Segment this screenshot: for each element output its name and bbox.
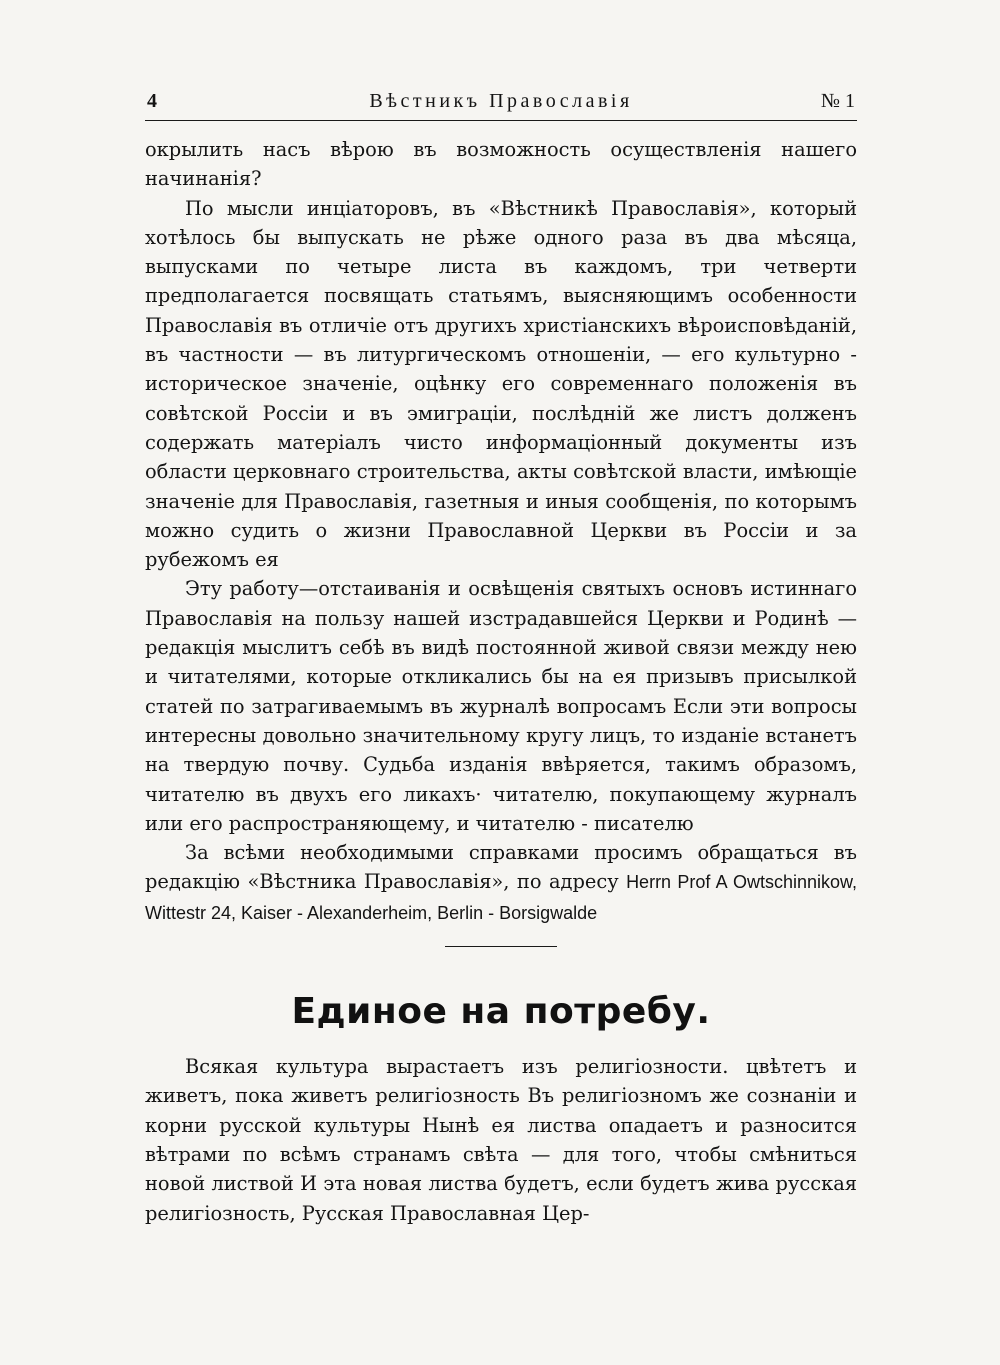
postal-address: Herrn Prof A Owtschinnikow, Wittestr 24, Kaiser - Alexanderheim, Berlin - Borsigwalde: [145, 872, 857, 923]
intro-paragraph-2: По мысли инціаторовъ, въ «Вѣстникѣ Православія», который хотѣлось бы выпускать не рѣже одного раза въ два мѣсяца, выпусками по четыре листа въ каждомъ, три четверти предполагается посвящать статьямъ, выясняющимъ особенности Православія въ отличіе отъ другихъ христіанскихъ вѣроисповѣданій, въ частности — въ литургическомъ отношеніи, — его культурно - историческое значеніе, оцѣнку его современнаго положенія въ совѣтской Россіи и въ эмиграціи, послѣдній же листъ долженъ содержать матеріалъ чисто информаціонный документы изъ области церковнаго строительства, акты совѣтской власти, имѣющіе значеніе для Православія, газетныя и иныя сообщенія, по которымъ можно судить о жизни Православной Церкви въ Россіи и за рубежомъ ея: [145, 196, 857, 572]
running-header: [145, 88, 857, 118]
contact-paragraph: [145, 838, 857, 928]
intro-paragraph-1: окрылить насъ вѣрою въ возможность осуществленія нашего начинанія?: [145, 138, 857, 191]
header-rule: [145, 120, 857, 121]
section-divider: [445, 946, 557, 947]
issue-number: № 1: [820, 90, 855, 112]
intro-section: [145, 135, 857, 928]
page-number: 4: [147, 90, 157, 112]
article-section: [145, 1052, 857, 1228]
article-title: Единое на потребу.: [291, 991, 711, 1033]
document-page: [145, 88, 857, 1228]
intro-paragraph-3: Эту работу—отстаиванія и освѣщенія святыхъ основъ истиннаго Православія на пользу нашей изстрадавшейся Церкви и Родинѣ — редакція мыслитъ себѣ въ видѣ постоянной живой связи между нею и читателями, которые откликались бы на ея призывъ присылкой статей по затрагиваемымъ въ журналѣ вопросамъ Если эти вопросы интересны довольно значительному кругу лицъ, то изданіе встанетъ на твердую почву. Судьба изданія ввѣряется, такимъ образомъ, читателю въ двухъ его ликахъ· читателю, покупающему журналъ или его распространяющему, и читателю - писателю: [145, 577, 857, 835]
contact-text: За всѣми необходимыми справками просимъ обращаться въ редакцію «Вѣстника Православія», по адресу: [145, 841, 857, 894]
journal-title: Вѣстникъ Православія: [369, 90, 633, 112]
article-paragraph: Всякая культура вырастаетъ изъ религіозности. цвѣтетъ и живетъ, пока живетъ религіозность Въ религіозномъ же сознаніи и корни русской культуры Нынѣ ея листва опадаетъ и разносится вѣтрами по всѣмъ странамъ свѣта — для того, чтобы смѣниться новой листвой И эта новая листва будетъ, если будетъ жива русская религіозность, Русская Православная Цер-: [145, 1055, 857, 1225]
